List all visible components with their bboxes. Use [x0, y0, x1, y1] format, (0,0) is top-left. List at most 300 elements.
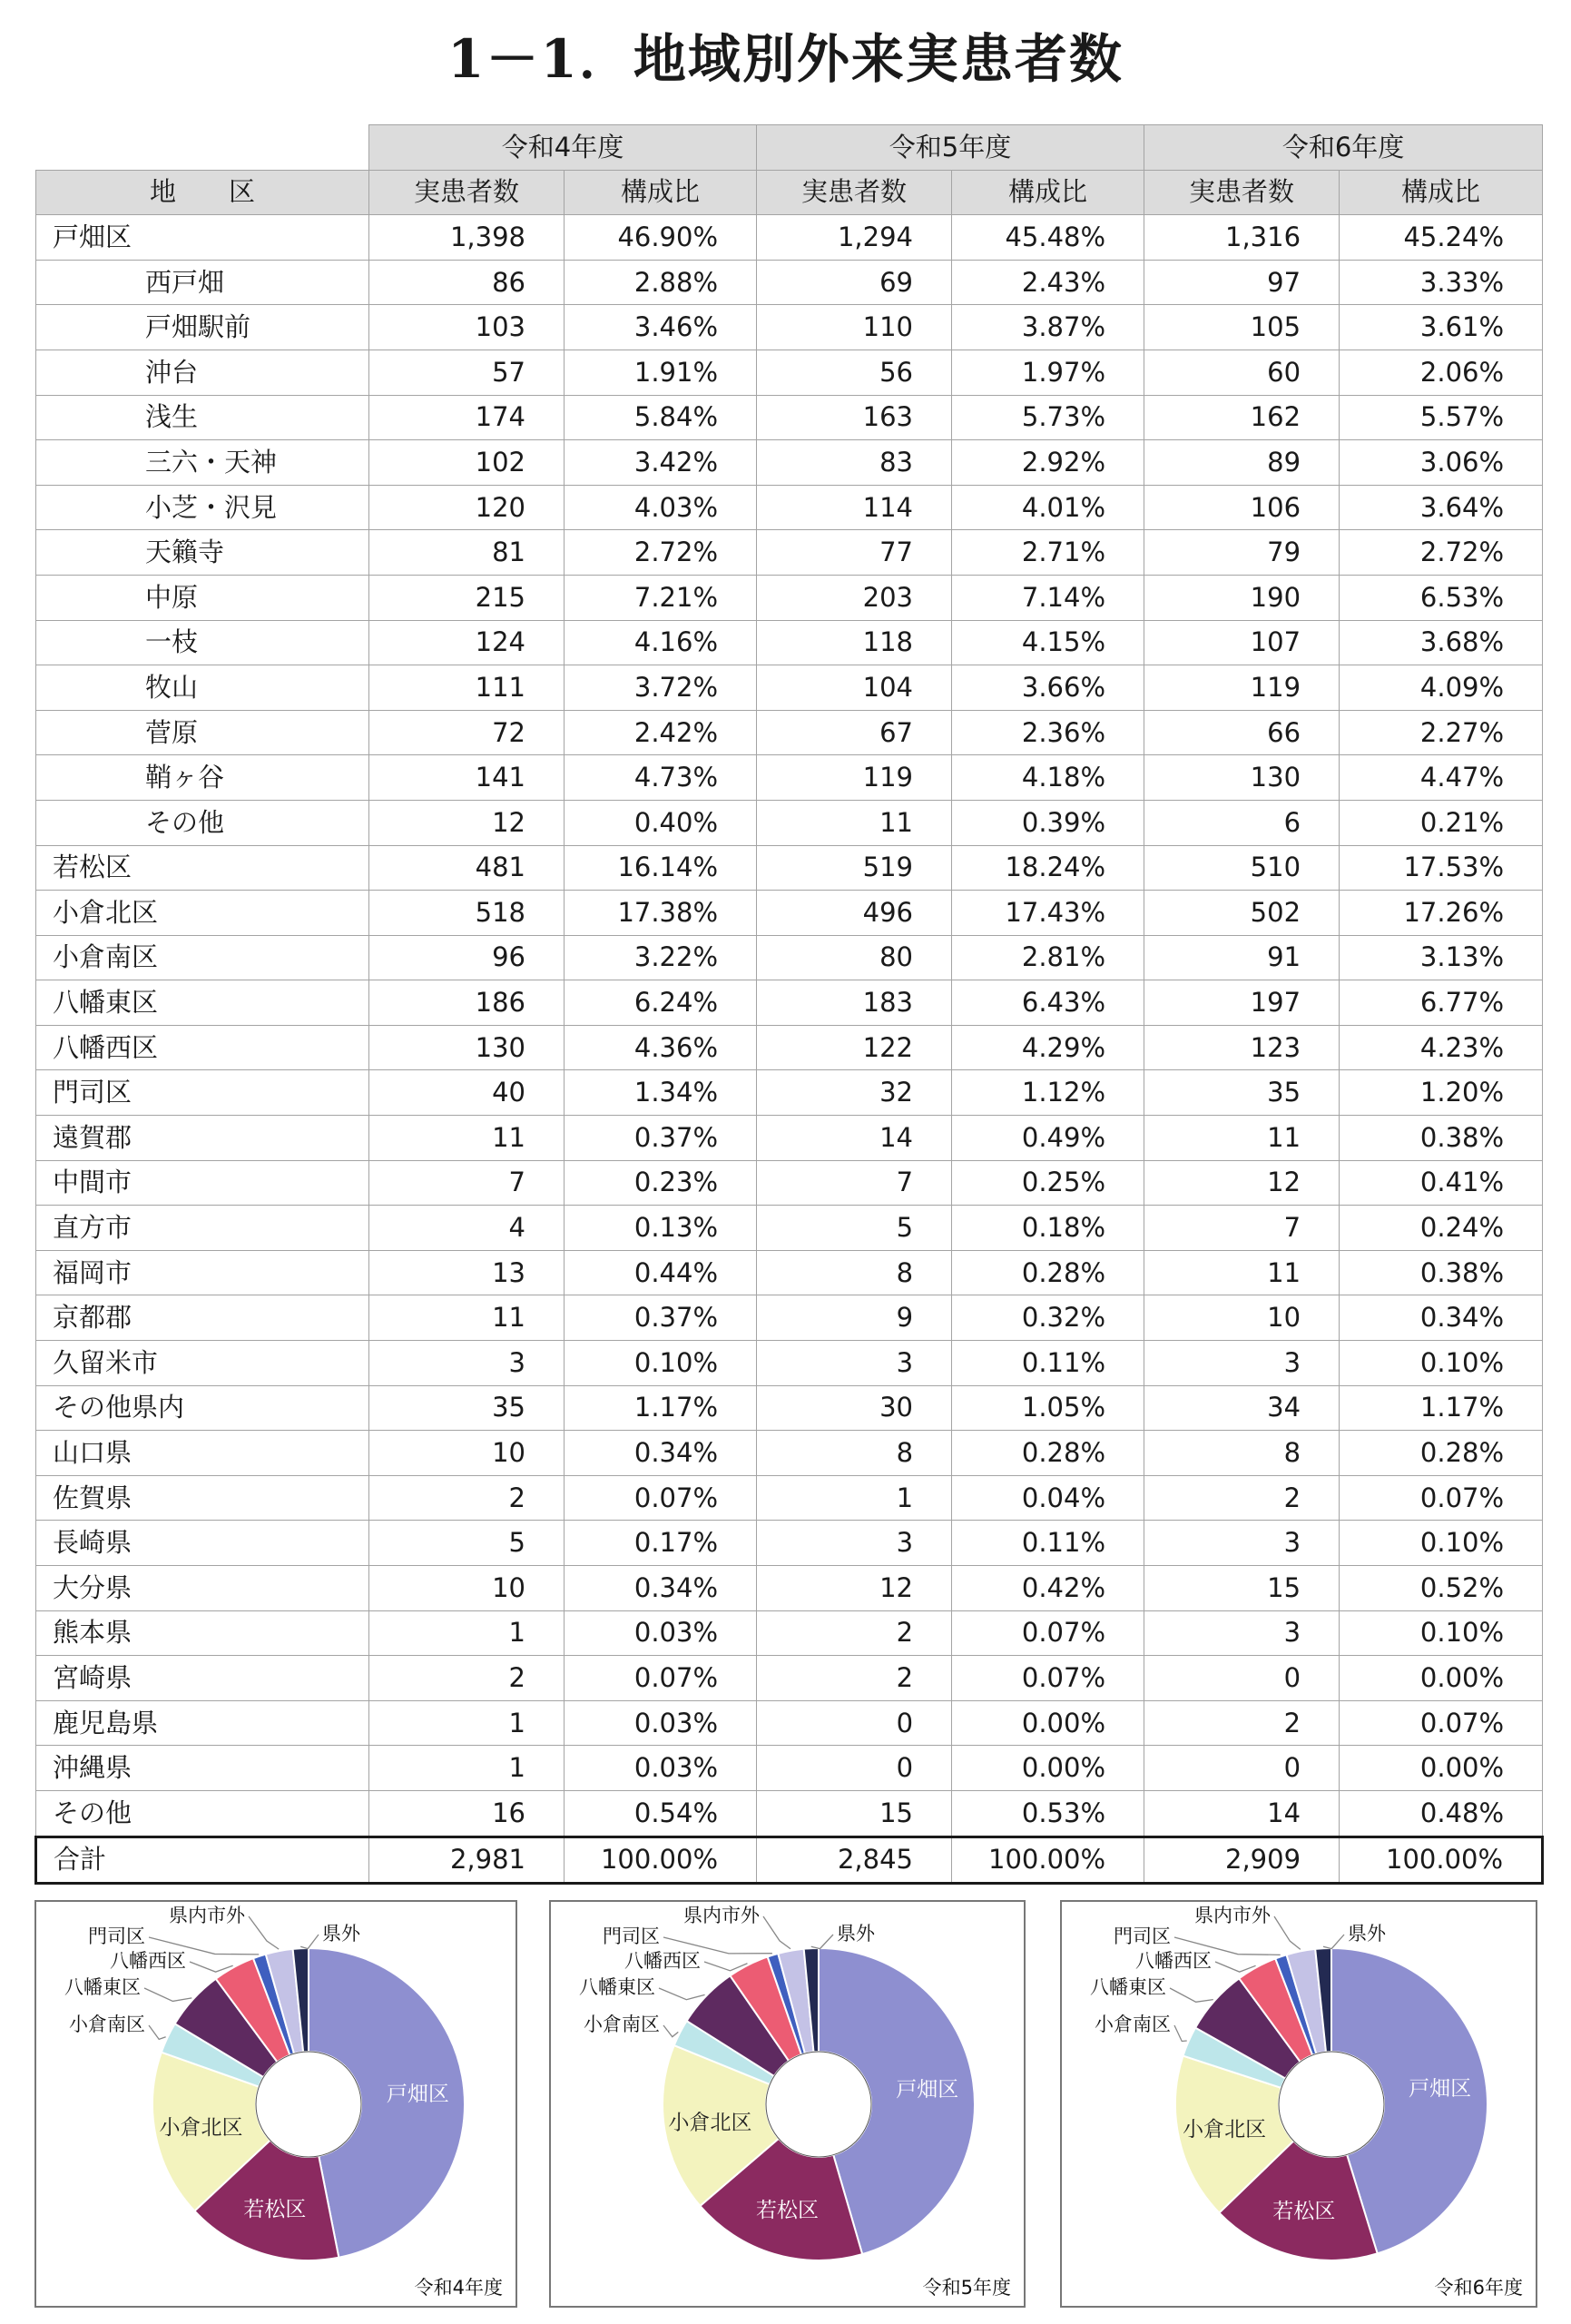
district-name-cell: 小倉北区: [36, 891, 369, 936]
ratio-cell: 45.48%: [952, 215, 1144, 261]
ratio-cell: 4.36%: [565, 1025, 757, 1070]
ratio-cell: 2.92%: [952, 440, 1144, 486]
count-cell: 163: [757, 395, 952, 440]
slice-label: 小倉北区: [159, 2115, 243, 2140]
year-header-r6: 令和6年度: [1144, 125, 1543, 171]
count-cell: 7: [1144, 1206, 1340, 1251]
ratio-cell: 6.53%: [1340, 575, 1543, 620]
district-name-cell: 戸畑区: [36, 215, 369, 261]
ratio-cell: 0.34%: [565, 1431, 757, 1476]
table-row: [36, 1656, 1543, 1701]
ratio-cell: 4.23%: [1340, 1025, 1543, 1070]
table-row: [36, 395, 1543, 440]
count-cell: 97: [1144, 260, 1340, 305]
ratio-cell: 0.10%: [1340, 1610, 1543, 1656]
table-row: [36, 1521, 1543, 1566]
pie-chart-svg: [551, 1902, 1024, 2306]
slice-label: 門司区: [1114, 1925, 1171, 1947]
count-cell: 60: [1144, 350, 1340, 395]
ratio-cell: 0.11%: [952, 1341, 1144, 1386]
count-cell: 57: [369, 350, 565, 395]
slice-label: 小倉南区: [584, 2014, 660, 2035]
count-cell: 91: [1144, 935, 1340, 980]
count-cell: 1,294: [757, 215, 952, 261]
table-row: [36, 1431, 1543, 1476]
ratio-cell: 1.17%: [565, 1385, 757, 1431]
count-cell: 110: [757, 305, 952, 350]
count-cell: 72: [369, 710, 565, 755]
ratio-cell: 0.40%: [565, 800, 757, 845]
count-cell: 119: [1144, 665, 1340, 711]
district-name-cell: 菅原: [36, 710, 369, 755]
count-cell: 1,316: [1144, 215, 1340, 261]
ratio-cell: 0.49%: [952, 1116, 1144, 1161]
total-count-cell: 2,981: [369, 1837, 565, 1884]
slice-label: 小倉南区: [1095, 2014, 1171, 2035]
table-row: [36, 305, 1543, 350]
total-row: [36, 1837, 1543, 1884]
slice-label: 八幡東区: [579, 1976, 655, 1998]
ratio-cell: 0.28%: [952, 1250, 1144, 1295]
ratio-cell: 17.43%: [952, 891, 1144, 936]
slice-label: 小倉北区: [668, 2111, 752, 2135]
count-cell: 56: [757, 350, 952, 395]
count-cell: 77: [757, 530, 952, 576]
ratio-cell: 3.64%: [1340, 485, 1543, 530]
table-row: [36, 1160, 1543, 1206]
count-cell: 203: [757, 575, 952, 620]
ratio-cell: 1.20%: [1340, 1070, 1543, 1116]
ratio-cell: 17.26%: [1340, 891, 1543, 936]
donut-hole: [766, 2052, 871, 2157]
count-cell: 518: [369, 891, 565, 936]
count-cell: 2: [369, 1475, 565, 1521]
count-cell: 502: [1144, 891, 1340, 936]
ratio-cell: 2.27%: [1340, 710, 1543, 755]
count-cell: 8: [757, 1431, 952, 1476]
count-cell: 3: [1144, 1341, 1340, 1386]
district-name-cell: 宮崎県: [36, 1656, 369, 1701]
chart-caption: 令和6年度: [1434, 2277, 1523, 2299]
count-cell: 15: [1144, 1566, 1340, 1611]
slice-label: 小倉北区: [1183, 2118, 1267, 2142]
table-row: [36, 1790, 1543, 1837]
ratio-cell: 4.73%: [565, 755, 757, 801]
district-name-cell: 三六・天神: [36, 440, 369, 486]
count-cell: 12: [1144, 1160, 1340, 1206]
count-cell: 481: [369, 845, 565, 891]
count-cell: 2: [369, 1656, 565, 1701]
donut-hole: [1279, 2052, 1384, 2157]
ratio-cell: 0.48%: [1340, 1790, 1543, 1837]
count-cell: 197: [1144, 980, 1340, 1026]
ratio-cell: 4.03%: [565, 485, 757, 530]
table-row: [36, 800, 1543, 845]
count-cell: 510: [1144, 845, 1340, 891]
ratio-cell: 0.38%: [1340, 1116, 1543, 1161]
district-name-cell: 八幡東区: [36, 980, 369, 1026]
count-header: 実患者数: [369, 170, 565, 215]
ratio-cell: 0.07%: [1340, 1700, 1543, 1746]
table-row: [36, 1025, 1543, 1070]
count-cell: 81: [369, 530, 565, 576]
ratio-cell: 0.44%: [565, 1250, 757, 1295]
ratio-cell: 3.87%: [952, 305, 1144, 350]
ratio-cell: 0.07%: [565, 1475, 757, 1521]
ratio-cell: 0.10%: [565, 1341, 757, 1386]
leader-line: [659, 1988, 705, 2000]
leader-line: [811, 1935, 833, 1949]
district-name-cell: 一枝: [36, 620, 369, 665]
district-name-cell: 戸畑駅前: [36, 305, 369, 350]
count-cell: 16: [369, 1790, 565, 1837]
table-row: [36, 620, 1543, 665]
ratio-cell: 1.91%: [565, 350, 757, 395]
district-name-cell: 牧山: [36, 665, 369, 711]
ratio-cell: 3.46%: [565, 305, 757, 350]
count-cell: 519: [757, 845, 952, 891]
leader-line: [149, 2025, 166, 2039]
total-count-cell: 2,845: [757, 1837, 952, 1884]
ratio-cell: 2.43%: [952, 260, 1144, 305]
ratio-cell: 2.71%: [952, 530, 1144, 576]
count-cell: 5: [757, 1206, 952, 1251]
count-cell: 11: [757, 800, 952, 845]
count-cell: 7: [757, 1160, 952, 1206]
table-row: [36, 1610, 1543, 1656]
table-row: [36, 665, 1543, 711]
ratio-cell: 0.18%: [952, 1206, 1144, 1251]
count-cell: 106: [1144, 485, 1340, 530]
count-cell: 11: [1144, 1250, 1340, 1295]
count-cell: 496: [757, 891, 952, 936]
total-ratio-cell: 100.00%: [1340, 1837, 1543, 1884]
ratio-cell: 2.42%: [565, 710, 757, 755]
leader-line: [763, 1916, 790, 1949]
slice-label: 八幡西区: [624, 1950, 701, 1972]
ratio-cell: 5.57%: [1340, 395, 1543, 440]
pie-chart-svg: [36, 1902, 515, 2306]
count-cell: 103: [369, 305, 565, 350]
table-row: [36, 350, 1543, 395]
ratio-cell: 0.37%: [565, 1116, 757, 1161]
count-cell: 9: [757, 1295, 952, 1341]
count-cell: 8: [757, 1250, 952, 1295]
ratio-cell: 0.07%: [565, 1656, 757, 1701]
slice-label: 門司区: [88, 1925, 145, 1947]
count-cell: 3: [1144, 1521, 1340, 1566]
table-row: [36, 710, 1543, 755]
count-cell: 3: [369, 1341, 565, 1386]
ratio-cell: 45.24%: [1340, 215, 1543, 261]
ratio-cell: 46.90%: [565, 215, 757, 261]
page-title: 1－1．地域別外来実患者数: [447, 28, 1124, 90]
count-cell: 183: [757, 980, 952, 1026]
chart-caption: 令和5年度: [922, 2277, 1011, 2299]
ratio-cell: 0.10%: [1340, 1341, 1543, 1386]
ratio-cell: 0.17%: [565, 1521, 757, 1566]
ratio-cell: 2.06%: [1340, 350, 1543, 395]
ratio-cell: 1.34%: [565, 1070, 757, 1116]
leader-line: [663, 2025, 678, 2037]
district-name-cell: 京都郡: [36, 1295, 369, 1341]
count-cell: 7: [369, 1160, 565, 1206]
ratio-cell: 7.21%: [565, 575, 757, 620]
table-row: [36, 1746, 1543, 1791]
year-header-r4: 令和4年度: [369, 125, 757, 171]
count-cell: 12: [757, 1566, 952, 1611]
ratio-cell: 0.10%: [1340, 1521, 1543, 1566]
count-cell: 102: [369, 440, 565, 486]
leader-line: [144, 1988, 191, 2001]
count-cell: 15: [757, 1790, 952, 1837]
count-cell: 3: [757, 1341, 952, 1386]
district-name-cell: その他: [36, 1790, 369, 1837]
count-cell: 123: [1144, 1025, 1340, 1070]
ratio-cell: 3.42%: [565, 440, 757, 486]
count-cell: 13: [369, 1250, 565, 1295]
ratio-cell: 0.07%: [952, 1656, 1144, 1701]
slice-label: 県外: [322, 1923, 360, 1945]
district-name-cell: 福岡市: [36, 1250, 369, 1295]
total-count-cell: 2,909: [1144, 1837, 1340, 1884]
table-row: [36, 755, 1543, 801]
table-row: [36, 1206, 1543, 1251]
pie-chart-r4: [34, 1900, 517, 2308]
leader-line: [300, 1935, 319, 1949]
district-name-cell: 大分県: [36, 1566, 369, 1611]
ratio-cell: 4.01%: [952, 485, 1144, 530]
ratio-cell: 5.73%: [952, 395, 1144, 440]
ratio-cell: 0.42%: [952, 1566, 1144, 1611]
count-cell: 105: [1144, 305, 1340, 350]
count-cell: 1: [369, 1746, 565, 1791]
table-row: [36, 1475, 1543, 1521]
count-cell: 10: [369, 1431, 565, 1476]
leader-line: [249, 1916, 279, 1949]
district-name-cell: 中間市: [36, 1160, 369, 1206]
ratio-cell: 0.13%: [565, 1206, 757, 1251]
count-cell: 12: [369, 800, 565, 845]
ratio-cell: 0.23%: [565, 1160, 757, 1206]
ratio-cell: 4.29%: [952, 1025, 1144, 1070]
ratio-cell: 4.47%: [1340, 755, 1543, 801]
district-name-cell: 熊本県: [36, 1610, 369, 1656]
total-ratio-cell: 100.00%: [952, 1837, 1144, 1884]
count-cell: 10: [1144, 1295, 1340, 1341]
pie-chart-r5: [549, 1900, 1026, 2308]
ratio-cell: 0.53%: [952, 1790, 1144, 1837]
ratio-cell: 2.72%: [1340, 530, 1543, 576]
count-cell: 35: [1144, 1070, 1340, 1116]
table-row: [36, 1385, 1543, 1431]
count-cell: 0: [1144, 1656, 1340, 1701]
slice-label: 八幡西区: [110, 1950, 186, 1972]
count-cell: 215: [369, 575, 565, 620]
ratio-cell: 0.32%: [952, 1295, 1144, 1341]
count-cell: 0: [1144, 1746, 1340, 1791]
ratio-cell: 17.38%: [565, 891, 757, 936]
ratio-cell: 1.05%: [952, 1385, 1144, 1431]
district-header: 地 区: [36, 170, 369, 215]
table-row: [36, 1116, 1543, 1161]
patients-table: [34, 124, 1544, 1885]
slice-label: 門司区: [603, 1925, 660, 1947]
year-header-r5: 令和5年度: [757, 125, 1144, 171]
table-row: [36, 575, 1543, 620]
ratio-cell: 0.28%: [952, 1431, 1144, 1476]
leader-line: [1170, 1988, 1213, 2002]
ratio-cell: 3.66%: [952, 665, 1144, 711]
count-cell: 14: [757, 1116, 952, 1161]
ratio-cell: 0.00%: [952, 1746, 1144, 1791]
slice-label: 若松区: [243, 2198, 307, 2222]
ratio-cell: 0.34%: [1340, 1295, 1543, 1341]
table-row: [36, 845, 1543, 891]
slice-label: 県外: [837, 1923, 875, 1945]
count-cell: 79: [1144, 530, 1340, 576]
count-cell: 34: [1144, 1385, 1340, 1431]
count-cell: 40: [369, 1070, 565, 1116]
district-name-cell: 小倉南区: [36, 935, 369, 980]
count-cell: 83: [757, 440, 952, 486]
slice-label: 戸畑区: [386, 2083, 449, 2107]
count-cell: 11: [1144, 1116, 1340, 1161]
district-name-cell: 天籟寺: [36, 530, 369, 576]
donut-hole: [256, 2052, 361, 2157]
count-cell: 86: [369, 260, 565, 305]
slice-label: 若松区: [755, 2198, 819, 2222]
table-row: [36, 1070, 1543, 1116]
leader-line: [1174, 2025, 1187, 2041]
district-name-cell: 鞘ヶ谷: [36, 755, 369, 801]
ratio-cell: 0.37%: [565, 1295, 757, 1341]
count-cell: 14: [1144, 1790, 1340, 1837]
ratio-cell: 4.18%: [952, 755, 1144, 801]
count-cell: 66: [1144, 710, 1340, 755]
ratio-cell: 0.38%: [1340, 1250, 1543, 1295]
count-cell: 2: [1144, 1475, 1340, 1521]
slice-label: 戸畑区: [1409, 2076, 1472, 2101]
column-header-row: [36, 170, 1543, 215]
table-row: [36, 1250, 1543, 1295]
ratio-cell: 1.97%: [952, 350, 1144, 395]
count-cell: 8: [1144, 1431, 1340, 1476]
count-cell: 0: [757, 1746, 952, 1791]
count-cell: 10: [369, 1566, 565, 1611]
ratio-cell: 0.54%: [565, 1790, 757, 1837]
count-cell: 67: [757, 710, 952, 755]
count-cell: 1,398: [369, 215, 565, 261]
ratio-cell: 0.25%: [952, 1160, 1144, 1206]
count-cell: 130: [369, 1025, 565, 1070]
ratio-cell: 17.53%: [1340, 845, 1543, 891]
district-name-cell: 西戸畑: [36, 260, 369, 305]
year-header-row: [36, 125, 1543, 171]
ratio-cell: 3.68%: [1340, 620, 1543, 665]
leader-line: [190, 1962, 233, 1972]
count-cell: 1: [369, 1610, 565, 1656]
ratio-cell: 4.16%: [565, 620, 757, 665]
count-cell: 141: [369, 755, 565, 801]
ratio-cell: 16.14%: [565, 845, 757, 891]
district-name-cell: 沖縄県: [36, 1746, 369, 1791]
ratio-cell: 4.09%: [1340, 665, 1543, 711]
count-cell: 118: [757, 620, 952, 665]
total-label-cell: 合計: [36, 1837, 369, 1884]
count-cell: 107: [1144, 620, 1340, 665]
ratio-cell: 0.52%: [1340, 1566, 1543, 1611]
count-cell: 2: [757, 1610, 952, 1656]
count-cell: 96: [369, 935, 565, 980]
table-row: [36, 1566, 1543, 1611]
ratio-cell: 3.33%: [1340, 260, 1543, 305]
count-cell: 130: [1144, 755, 1340, 801]
count-cell: 5: [369, 1521, 565, 1566]
count-cell: 162: [1144, 395, 1340, 440]
ratio-cell: 3.61%: [1340, 305, 1543, 350]
ratio-cell: 0.00%: [1340, 1656, 1543, 1701]
district-name-cell: 直方市: [36, 1206, 369, 1251]
pie-chart-svg: [1062, 1902, 1536, 2306]
count-cell: 30: [757, 1385, 952, 1431]
ratio-cell: 2.36%: [952, 710, 1144, 755]
count-cell: 120: [369, 485, 565, 530]
district-name-cell: 沖台: [36, 350, 369, 395]
count-cell: 1: [757, 1475, 952, 1521]
ratio-cell: 0.07%: [1340, 1475, 1543, 1521]
ratio-cell: 0.03%: [565, 1700, 757, 1746]
slice-label: 小倉南区: [69, 2014, 145, 2035]
ratio-cell: 2.81%: [952, 935, 1144, 980]
district-name-cell: 浅生: [36, 395, 369, 440]
count-cell: 11: [369, 1295, 565, 1341]
ratio-cell: 3.22%: [565, 935, 757, 980]
ratio-cell: 0.28%: [1340, 1431, 1543, 1476]
slice-label: 八幡西区: [1135, 1950, 1212, 1972]
count-cell: 2: [757, 1656, 952, 1701]
district-name-cell: 若松区: [36, 845, 369, 891]
count-cell: 122: [757, 1025, 952, 1070]
table-row: [36, 980, 1543, 1026]
ratio-cell: 0.00%: [1340, 1746, 1543, 1791]
ratio-cell: 5.84%: [565, 395, 757, 440]
table-row: [36, 440, 1543, 486]
count-cell: 186: [369, 980, 565, 1026]
ratio-cell: 0.07%: [952, 1610, 1144, 1656]
count-cell: 1: [369, 1700, 565, 1746]
count-cell: 190: [1144, 575, 1340, 620]
count-cell: 2: [1144, 1700, 1340, 1746]
ratio-cell: 0.00%: [952, 1700, 1144, 1746]
table-row: [36, 260, 1543, 305]
district-name-cell: その他県内: [36, 1385, 369, 1431]
ratio-cell: 0.11%: [952, 1521, 1144, 1566]
count-cell: 6: [1144, 800, 1340, 845]
count-cell: 35: [369, 1385, 565, 1431]
count-cell: 119: [757, 755, 952, 801]
ratio-cell: 0.34%: [565, 1566, 757, 1611]
ratio-cell: 1.12%: [952, 1070, 1144, 1116]
table-row: [36, 1700, 1543, 1746]
count-cell: 4: [369, 1206, 565, 1251]
count-cell: 3: [757, 1521, 952, 1566]
ratio-cell: 3.72%: [565, 665, 757, 711]
ratio-header: 構成比: [565, 170, 757, 215]
total-ratio-cell: 100.00%: [565, 1837, 757, 1884]
ratio-cell: 0.21%: [1340, 800, 1543, 845]
ratio-cell: 2.72%: [565, 530, 757, 576]
